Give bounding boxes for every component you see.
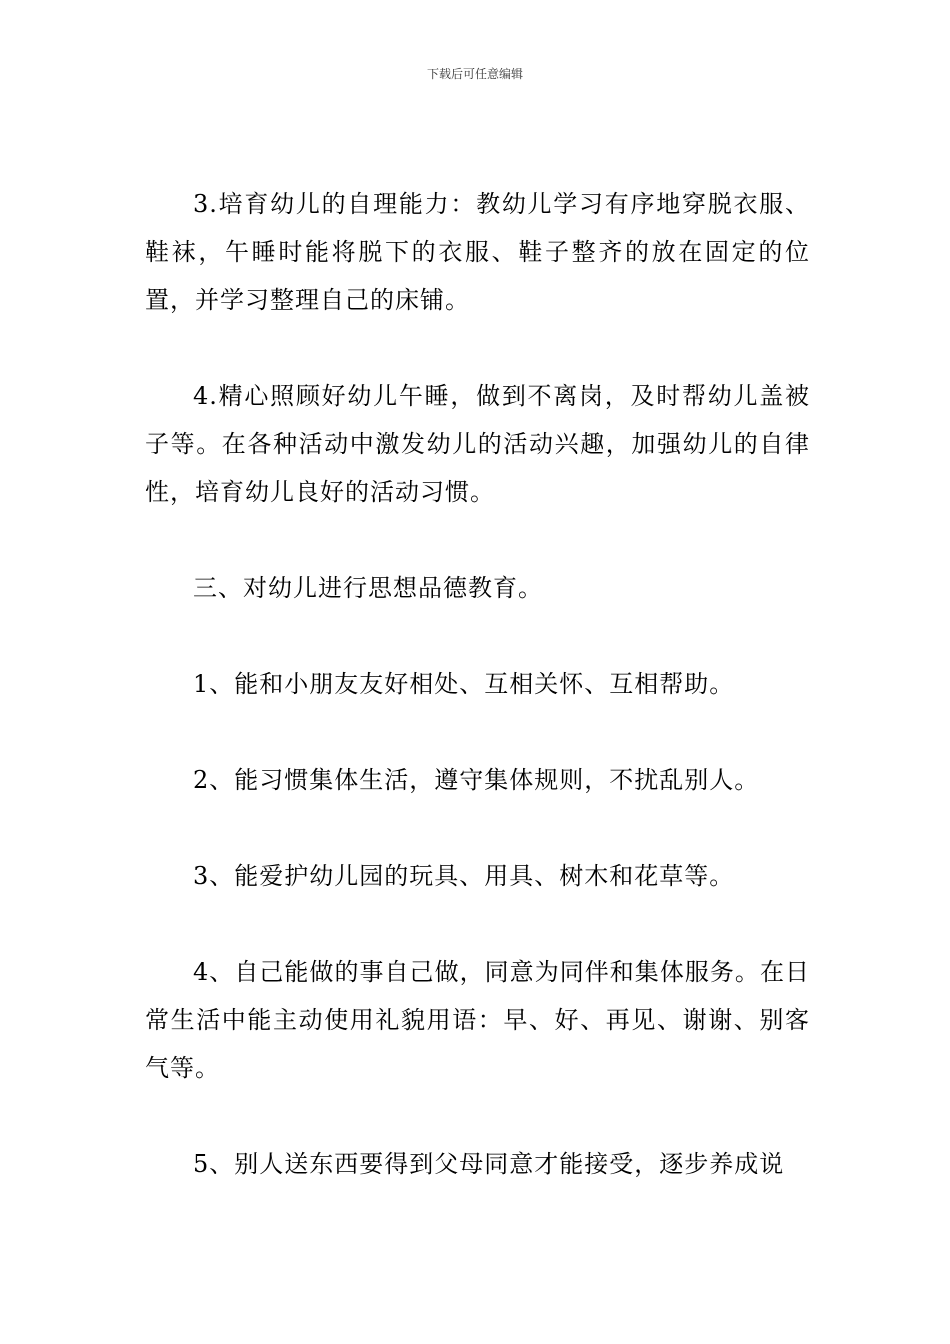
paragraph-gap [145, 324, 810, 372]
list-item-3: 3、能爱护幼儿园的玩具、用具、树木和花草等。 [193, 862, 735, 890]
list-item-2: 2、能习惯集体生活，遵守集体规则，不扰乱别人。 [193, 766, 760, 794]
paragraph-nap-care: 4.精心照顾好幼儿午睡，做到不离岗，及时帮幼儿盖被子等。在各种活动中激发幼儿的活动兴趣，加强幼儿的自律性，培育幼儿良好的活动习惯。 [145, 382, 810, 506]
paragraph-gap [145, 708, 810, 756]
paragraph-gap [145, 516, 810, 564]
document-body [145, 180, 810, 1188]
page-header: 下载后可任意编辑 [426, 67, 523, 81]
list-item-4: 4、自己能做的事自己做，同意为同伴和集体服务。在日常生活中能主动使用礼貌用语：早、好、再见、谢谢、别客气等。 [145, 958, 810, 1082]
section-heading-moral-education: 三、对幼儿进行思想品德教育。 [193, 574, 543, 602]
paragraph-self-care: 3.培育幼儿的自理能力：教幼儿学习有序地穿脱衣服、鞋袜，午睡时能将脱下的衣服、鞋子整齐的放在固定的位置，并学习整理自己的床铺。 [145, 190, 810, 314]
paragraph-gap [145, 612, 810, 660]
paragraph-gap [145, 804, 810, 852]
list-item-5: 5、别人送东西要得到父母同意才能接受，逐步养成说 [193, 1150, 785, 1178]
paragraph-gap [145, 900, 810, 948]
list-item-1: 1、能和小朋友友好相处、互相关怀、互相帮助。 [193, 670, 735, 698]
paragraph-gap [145, 1092, 810, 1140]
